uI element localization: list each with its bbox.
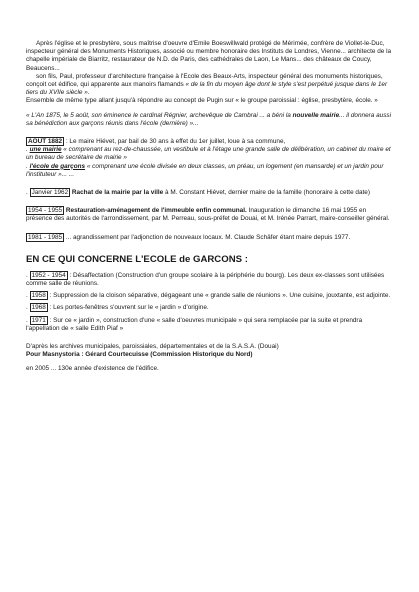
blessing-quote-a: « L'An 1875, le 5 août, son éminence le cardinal Régnier, archevêque de Cambrai ... a béni la — [26, 111, 293, 119]
history-aout-1882 — [26, 138, 393, 146]
history-janvier-1962: . Janvier 1962 Rachat de la mairie par la ville à M. Constant Hiévet, dernier maire de la famille (honoraire à cette date) — [26, 189, 370, 197]
blessing-quote-c: ... il donnera aussi sa bénédiction aux garçons réunis dans l'école (dernière) »... — [26, 111, 392, 127]
footer — [26, 343, 393, 374]
intro-paragraph-2-quote: « de la fin du moyen âge dont le style s'est perpétué jusque dans le 1er tiers du XVIIe siècle ». — [26, 81, 388, 97]
history-date: 1954 - 1955 — [28, 207, 63, 215]
footer-author: Pour Masnystoria : Gérard Courtecuisse (Commission Historique du Nord) — [26, 351, 253, 359]
history-ecole: . l'école de garçons « comprenant une école divisée en deux classes, un préau, un logement (en mansarde) et un jardin pour l'instituteur »... ... — [26, 162, 384, 178]
item-text: : Désaffectation (Construction d'un groupe scolaire à la périphérie du bourg). Les deux ex-classes sont utilisées comme salle de réunions. — [26, 271, 385, 288]
intro-paragraph-2 — [26, 73, 393, 98]
list-item: . 1968 : Les portes-fenêtres s'ouvrent sur le « jardin » d'origine. — [26, 304, 209, 312]
list-item: . 1958 : Suppression de la cloison séparative, dégageant une « grande salle de réunions ». Une cuisine, jouxtante, est adjointe. — [26, 292, 391, 300]
item-text: : Sur ce « jardin », construction d'une « salle d'oeuvres municipale » qui sera remplacée par la suite et prendra l'appellation de « salle Edith Piaf » — [26, 316, 363, 332]
history-text: ... agrandissement par l'adjonction de nouveaux locaux. M. Claude Schäfer étant maire depuis 1977. — [64, 233, 351, 241]
history-label: l'école de garçons — [29, 162, 86, 170]
history-label: une mairie — [29, 146, 62, 154]
intro-paragraph-2-text: son fils, Paul, professeur d'architecture française à l'Ecole des Beaux-Arts, inspecteur général des monuments historiques, conçoit cet édifice, qui apparente aux manoirs flamands — [26, 72, 383, 89]
footer-date: en 2005 ... 130e année d'existence de l'édifice. — [26, 365, 159, 373]
item-text: : Les portes-fenêtres s'ouvrent sur le « jardin » d'origine. — [47, 304, 209, 312]
list-item: . 1971 : Sur ce « jardin », construction d'une « salle d'oeuvres municipale » qui sera remplacée par la suite et prendra l'appellation de « salle Edith Piaf » — [26, 316, 363, 332]
item-date: 1952 - 1954 — [31, 271, 66, 279]
intro-paragraph-3: Ensemble de même type allant jusqu'à répondre au concept de Pugin sur « le groupe paroissial : église, presbytère, école. » — [26, 97, 378, 105]
history-title: Rachat de la mairie par la ville — [70, 189, 164, 197]
item-date: 1971 — [31, 316, 46, 324]
history-text: à M. Constant Hiévet, dernier maire de la famille (honoraire à cette date) — [163, 189, 370, 197]
history-text: Inauguration le dimanche 16 mai 1955 en présence des autorités de l'arrondissement, par M. Perreau, sous-préfet de Douai, et M. Irénée Parrart, maire-conseiller général. — [26, 207, 390, 223]
history-title: Restauration-aménagement de l'immeuble enfin communal. — [64, 207, 247, 215]
history-1954-1955 — [26, 207, 393, 223]
history-text: « comprenant au rez-de-chaussée, un vestibule et à l'étage une grande salle de délibération, un cabinet du maire et un bureau de secrétaire de mairie » — [26, 146, 391, 162]
history-text: : Le maire Hiévet, par bail de 30 ans à effet du 1er juillet, loue à sa commune, — [64, 138, 286, 146]
blessing-quote — [26, 112, 393, 128]
history-text: « comprenant une école divisée en deux classes, un préau, un logement (en mansarde) et un jardin pour l'instituteur »... ... — [26, 162, 384, 178]
history-date: AOÛT 1882 — [28, 138, 63, 146]
intro-paragraph-1: Après l'église et le presbytère, sous maîtrise d'oeuvre d'Emile Boeswillwald protégé de Mérimée, confrère de Viollet-le-Duc, inspecteur général des Monuments Historiques, associé ou membre honoraire des Instituts de Londres, Vienne... architecte de la chapelle impériale de Biarritz, restaurateur de N.D. de Paris, des cathédrales de Laon, Le Mans... des châteaux de Coucy, Beaucens... — [26, 40, 392, 72]
footer-sources: D'après les archives municipales, paroissiales, départementales et de la S.A.S.A. (Douai) — [26, 343, 279, 351]
item-date: 1958 — [31, 292, 46, 300]
history-date: Janvier 1962 — [31, 189, 69, 197]
item-date: 1968 — [31, 304, 46, 312]
blessing-quote-b: nouvelle mairie — [292, 111, 340, 119]
list-item: . 1952 - 1954 : Désaffectation (Construction d'un groupe scolaire à la périphérie du bourg). Les deux ex-classes sont utilisées comme salle de réunions. — [26, 271, 385, 288]
item-text: : Suppression de la cloison séparative, dégageant une « grande salle de réunions ». Une cuisine, jouxtante, est adjointe. — [47, 292, 391, 300]
history-date: 1981 - 1985 — [28, 233, 63, 241]
section-heading: EN CE QUI CONCERNE L'ECOLE de GARCONS : — [26, 253, 248, 265]
history-mairie: . une mairie « comprenant au rez-de-chaussée, un vestibule et à l'étage une grande salle de délibération, un cabinet du maire et un bureau de secrétaire de mairie » — [26, 146, 391, 162]
history-1981-1985 — [26, 234, 393, 242]
